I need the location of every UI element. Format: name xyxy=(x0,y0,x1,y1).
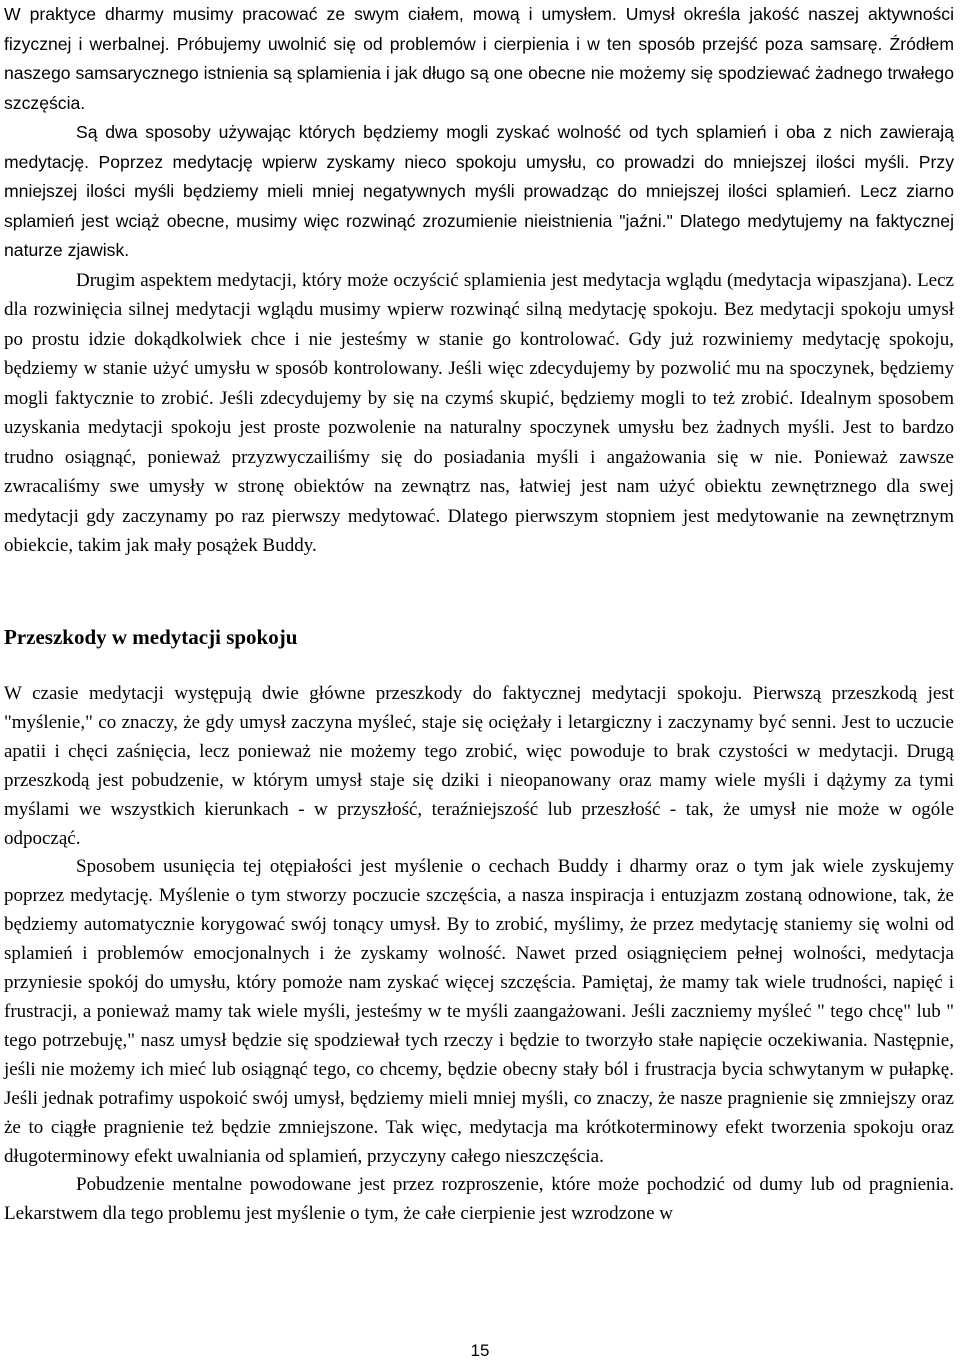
section-two xyxy=(4,680,954,1229)
paragraph-remedy: Sposobem usunięcia tej otępiałości jest myślenie o cechach Buddy i dharmy oraz o tym jak wiele zyskujemy poprzez medytację. Myślenie o tym stworzy poczucie szczęścia, a nasza inspiracja i entuzjazm zostaną odnowione, tak, że będziemy automatycznie korygować swój tonący umysł. By to zrobić, myślimy, że przez medytację staniemy się wolni od splamień i problemów emocjonalnych i że zyskamy wolność. Nawet przed osiągnięciem pełnej wolności, medytacja przyniesie spokój do umysłu, który pomoże nam zyskać więcej szczęścia. Pamiętaj, że mamy tak wiele trudności, napięć i frustracji, a ponieważ mamy tak wiele myśli, jesteśmy w te myśli zaangażowani. Jeśli zaczniemy myśleć " tego chcę" lub " tego potrzebuję," nasz umysł będzie się spodziewał tych rzeczy i będzie to tworzyło stałe napięcie oczekiwania. Następnie, jeśli nie możemy ich mieć lub osiągnąć tego, co chcemy, będzie obecny stały ból i frustracja bycia schwytanym w pułapkę. Jeśli jednak potrafimy uspokoić swój umysł, będziemy mieli mniej myśli, co znaczy, że nasze pragnienie się zmniejszy oraz że to ciągłe pragnienie też będzie zmniejszone. Tak więc, medytacja ma krótkoterminowy efekt tworzenia spokoju oraz długoterminowy efekt uwalniania od splamień, przyczyny całego nieszczęścia. xyxy=(4,856,954,1167)
paragraph-insight-meditation: Drugim aspektem medytacji, który może oczyścić splamienia jest medytacja wglądu (medytacja wipaszjana). Lecz dla rozwinięcia silnej medytacji wglądu musimy wpierw rozwinąć silną medytację spokoju. Bez medytacji spokoju umysł po prostu idzie dokądkolwiek chce i nie jesteśmy w stanie go kontrolować. Gdy już rozwiniemy medytację spokoju, będziemy w stanie użyć umysłu w sposób kontrolowany. Jeśli więc zdecydujemy by pozwolić mu na spoczynek, będziemy mogli faktycznie to zrobić. Jeśli zdecydujemy by się na czymś skupić, będziemy mogli to też zrobić. Idealnym sposobem uzyskania medytacji spokoju jest proste pozwolenie na naturalny spoczynek umysłu bez żadnych myśli. Jest to bardzo trudno osiągnąć, ponieważ przyzwyczailiśmy się do posiadania myśli i angażowania się w nie. Ponieważ zawsze zwracaliśmy swe umysły w stronę obiektów na zewnątrz nas, łatwiej jest nam użyć obiektu zewnętrznego dla swej medytacji gdy zaczynamy po raz pierwszy medytować. Dlatego pierwszym stopniem jest medytowanie na zewnętrznym obiekcie, takim jak mały posążek Buddy. xyxy=(4,269,954,556)
paragraph-agitation: Pobudzenie mentalne powodowane jest przez rozproszenie, które może pochodzić od dumy lub od pragnienia. Lekarstwem dla tego problemu jest myślenie o tym, że całe cierpienie jest wzrodzone w xyxy=(4,1174,954,1225)
section-heading: Przeszkody w medytacji spokoju xyxy=(4,625,298,649)
paragraph-two-ways: Są dwa sposoby używając których będziemy mogli zyskać wolność od tych splamień i oba z nich zawierają medytację. Poprzez medytację wpierw zyskamy nieco spokoju umysłu, co prowadzi do mniejszej ilości myśli. Przy mniejszej ilości myśli będziemy mieli mniej negatywnych myśli prowadząc do mniejszej ilości splamień. Lecz ziarno splamień jest wciąż obecne, musimy więc rozwinąć zrozumienie nieistnienia "jaźni." Dlatego medytujemy na faktycznej naturze zjawisk. xyxy=(4,122,954,260)
paragraph-intro: W praktyce dharmy musimy pracować ze swym ciałem, mową i umysłem. Umysł określa jakość naszej aktywności fizycznej i werbalnej. Próbujemy uwolnić się od problemów i cierpienia i w ten sposób przejść poza samsarę. Źródłem naszego samsarycznego istnienia są splamienia i jak długo są one obecne nie możemy się spodziewać żadnego trwałego szczęścia. xyxy=(4,4,954,113)
section-one xyxy=(4,0,954,561)
page-number: 15 xyxy=(470,1341,490,1360)
paragraph-obstacles: W czasie medytacji występują dwie główne przeszkody do faktycznej medytacji spokoju. Pierwszą przeszkodą jest "myślenie," co znaczy, że gdy umysł zaczyna myśleć, staje się ociężały i letargiczny i zaczynamy być senni. Jest to uczucie apatii i chęci zaśnięcia, lecz ponieważ nie możemy tego zrobić, więc powoduje to brak czystości w medytacji. Drugą przeszkodą jest pobudzenie, w którym umysł staje się dziki i nieopanowany oraz mamy wiele myśli i dążymy za tymi myślami we wszystkich kierunkach - w przyszłość, teraźniejszość lub przeszłość - tak, że umysł nie może w ogóle odpocząć. xyxy=(4,683,954,849)
